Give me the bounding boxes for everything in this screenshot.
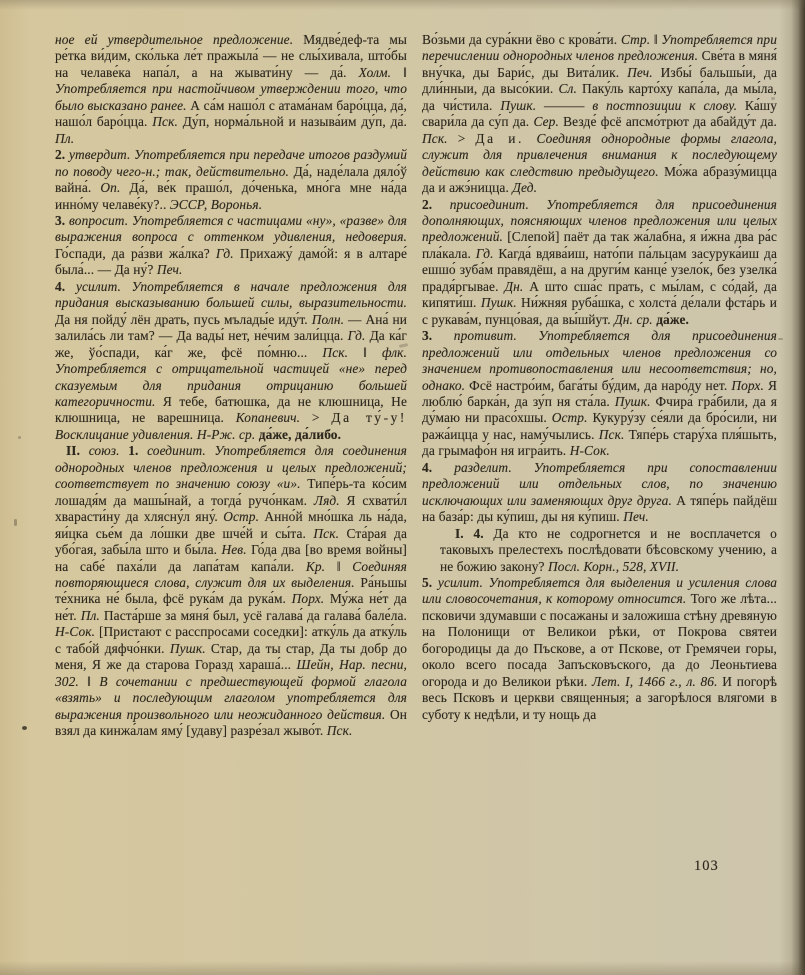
text-run: Шейн, Нар. песни, 302. <box>55 657 407 689</box>
text-run: Пск. <box>322 344 364 360</box>
text-run: Пушк. <box>500 97 545 113</box>
entry-paragraph <box>55 279 407 444</box>
text-run: Мо́жа абразу́мицца да и ажэ́ницца. <box>422 163 777 196</box>
text-run: Пушк. <box>480 295 522 311</box>
text-run: Печ. <box>627 64 661 80</box>
text-run: Ста́рая да убо́гая, забы́ла што и бы́ла. <box>55 525 408 558</box>
text-run: да́же, да́либо. <box>258 426 342 442</box>
entry-paragraph <box>422 526 777 575</box>
text-run: Дн. <box>504 278 530 294</box>
text-run: Фсё настро́им, бага́ты бу́дим, да наро́ду нет. <box>469 377 732 393</box>
text-run: Пск. <box>313 525 347 541</box>
scan-speck <box>778 338 783 340</box>
text-run: Ляд. <box>313 492 347 508</box>
text-run: Употребляется при настойчивом утверждении того, что было высказано ранее. <box>55 81 407 113</box>
text-run: А што сша́с прать, с мы́лам, с со́дай, да кипяти́ш. <box>422 278 777 311</box>
text-run: Му́жа не́т да не́т. <box>55 591 407 623</box>
text-run: в постпозиции к слову. <box>592 97 745 113</box>
text-run: Го́да два [во время войны] на сабе́ паха́ли да лапа́там капа́ли. <box>55 542 407 574</box>
text-run: 3. <box>422 328 454 344</box>
text-run: Паку́ль карто́ху капа́ла, да мы́ла, да чи́стила. <box>422 81 777 113</box>
scan-speck <box>22 726 27 730</box>
text-run: Да и. <box>475 130 537 146</box>
text-run: Восклицание удивления. Н-Рж. ср. <box>55 426 259 442</box>
text-run: Во́зьми да сура́кни ёво с крова́ти. <box>422 32 621 47</box>
text-run: > <box>457 130 476 146</box>
text-run: ЭССР, Воронья. <box>169 196 263 212</box>
text-run: Печ. <box>156 262 183 278</box>
text-run: Сл. <box>558 81 582 97</box>
text-run: Дед. <box>512 180 538 196</box>
text-run: Того же лѣта... псковичи здумавши с посажаны и заложиша стѣну древяную на Полонищи от Великои рѣки, от Покрова святеи богородицы да до Пъскове, а от Пскове, от Гремячеи горы, около всего посада Запъсковъского, да до Леоньтиева огорода и до Великои рѣки. <box>422 591 778 689</box>
text-run: — Ана́ ни залила́сь ли там? — Да вады́ нет, не́чим зали́цца. <box>55 311 407 344</box>
text-run: Я схвати́л хварасти́ну да хлясну́л яну́. <box>55 492 407 525</box>
text-run: Кр. <box>305 558 337 574</box>
text-run: флк. Употребляется с отрицательной частицей «не» перед сказуемым для придания отрицанию большей категоричности. <box>55 344 407 409</box>
text-run: Полн. <box>311 311 348 327</box>
text-run: Кагда́ вдява́иш, нато́пи па́льцам засурука́иш да ешшо́ зуба́м правядёш, а на други́м канце́ узело́к, без узелка́ прадя́ргывае. <box>422 245 777 294</box>
text-run: Да́, ве́к прашо́л, до́ченька, мно́га мне на́да инно́му челаве́ку?.. <box>55 180 408 212</box>
text-run: [Слепой] паёт да так жа́лабна, я и́жна два ра́с пла́кала. <box>422 229 777 261</box>
text-run: Оп. <box>100 180 130 196</box>
text-run: ное ей утвердительное предложение. <box>55 32 304 47</box>
text-run: Гд. <box>475 245 499 261</box>
text-run: союз. <box>88 443 129 459</box>
text-run: Печ. <box>623 509 649 525</box>
text-run: Я тебе, батюшка, да не клюшница, Не клюшница, не варешница. <box>55 393 407 426</box>
text-run: Стр. <box>620 32 654 47</box>
entry-paragraph <box>55 32 407 147</box>
text-run: 1. <box>128 443 148 459</box>
entry-paragraph <box>55 213 407 279</box>
text-run: присоединит. Употребляется для присоединения дополняющих, поясняющих членов предложения или целых предложений. <box>422 196 777 245</box>
text-run: Прихажу́ дамо́й: я в алтаре́ была́... — Да ну́? <box>55 245 407 278</box>
text-run: Соединяя однородные формы глагола, служит для привлечения внимания к последующему действию как следствию предыдущего. <box>422 130 777 179</box>
page-edge-shadow <box>791 0 805 975</box>
text-run: 4. <box>422 459 455 475</box>
text-run: Пушк. <box>169 640 211 656</box>
text-run: Пск. <box>152 114 183 130</box>
text-run: Стар, да ты стар, Да ты добр до меня, Я же да старова Горазд хараша́... <box>55 640 408 673</box>
text-run: Пушк. <box>614 393 656 409</box>
text-run: Пск. <box>326 723 353 739</box>
text-run: вопросит. Употребляется с частицами «ну», «разве» для выражения вопроса с оттенком удивления, недоверия. <box>55 212 408 245</box>
text-run: Да кто не содрогнется и не восплачется о таковыхъ прелестехъ послѣдовати бѣсовскому учению, а не божию закону? <box>440 525 777 574</box>
text-run: Анно́й мно́шка ль на́да, яи́цка сье́м да ло́шки две шче́й и сы́та. <box>55 509 407 541</box>
text-run: Паста́рше за мяня́ был, усё галава́ да галава́ бале́ла. <box>103 607 407 623</box>
text-run: И погорѣ весь Псковъ и церкви священныя; а загорѣлося влягоми в суботу к недѣли, и ту нощь да <box>422 673 777 722</box>
text-run: Типе́рь-та ко́сим лошадя́м да машы́най, а тогда́ ручо́нкам. <box>55 476 407 508</box>
scan-speck <box>771 97 775 100</box>
text-run: да́же. <box>656 311 689 327</box>
text-run: II. <box>66 443 89 459</box>
text-run: Порх. <box>731 377 768 393</box>
text-run: Н-Сок. <box>55 624 99 640</box>
text-run: Лет. I, 1466 г., л. 86. <box>592 673 723 689</box>
text-run: Дн. ср. <box>614 311 657 327</box>
text-run: Пл. <box>55 130 75 146</box>
text-run: Тяпе́рь стару́ха пля́шыть, да грымафо́н ня игра́ить. <box>422 426 777 459</box>
scan-speck <box>14 519 17 526</box>
left-column <box>55 32 407 739</box>
text-run: Ни́жняя руба́шка, с холста́ де́лали фста́рь и с рукава́м, пунцо́вая, да вы́шйут. <box>422 295 778 327</box>
text-run: Пл. <box>80 607 104 623</box>
text-run: ‖ <box>403 64 407 80</box>
text-run: ——— <box>544 97 593 113</box>
text-run: Го́спади, да ра́зви жа́лка? <box>55 245 216 261</box>
text-run: Ду́п, норма́льной и называ́им ду́п, да́. <box>182 114 407 130</box>
text-run: ‖ <box>363 344 382 360</box>
entry-paragraph <box>422 197 777 329</box>
text-run: Избы́ бальшы́и, да дли́нныи, да высо́кии. <box>422 64 777 97</box>
text-run: Да ту́-у! <box>331 410 407 426</box>
entry-paragraph <box>422 328 777 460</box>
text-run: Остр. <box>551 410 593 426</box>
text-run: разделит. Употребляется при сопоставлении предложений или отдельных слов, по значению исключающих или заменяющих друг друга. <box>422 459 777 508</box>
text-run: ‖ <box>336 558 353 574</box>
text-run: противит. Употребляется для присоединения предложений или отдельных членов предложения со значением противопоставления или несоответствия; но, однако. <box>422 328 777 393</box>
text-run: Да ка́г же, ўо́спади, ка́г же, фсё по́мню... <box>55 328 407 360</box>
text-run: соединит. Употребляется для соединения однородных членов предложения и целых предложений; соответствует по значению союзу «и». <box>55 443 407 492</box>
text-run: Пск. <box>598 426 629 442</box>
text-run: [Пристают с расспросами соседки]: атку́ль да атку́ль с табо́й дяфчо́нки. <box>55 624 407 656</box>
text-run: Ра́ньшы те́хника не́ была, фсё рука́м да рука́м. <box>55 574 407 607</box>
text-run: Сер. <box>533 114 564 130</box>
text-run: 4. <box>55 278 76 294</box>
text-run: Нев. <box>221 542 252 558</box>
text-run: А са́м нашо́л с атама́нам баро́цца, да́, нашо́л баро́цца. <box>55 97 407 130</box>
text-run: усилит. Употребляется для выделения и усиления слова или словосочетания, к которому относится. <box>422 574 777 607</box>
text-block <box>55 32 777 739</box>
entry-paragraph <box>422 32 777 197</box>
text-run: усилит. Употребляется в начале предложения для придания высказыванию большей силы, выразительности. <box>55 278 407 311</box>
scan-speck <box>18 436 21 439</box>
text-run: 5. <box>422 574 438 590</box>
text-run: > <box>311 410 332 426</box>
text-run: Н-Сок. <box>569 443 610 459</box>
text-run: утвердит. Употребляется при передаче итогов раздумий по поводу чего-н.; так, действительно. <box>55 147 407 179</box>
text-run: Ка́шу свари́ла да су́п да. <box>422 97 778 130</box>
entry-paragraph <box>422 575 777 723</box>
entry-paragraph <box>422 460 777 526</box>
entry-paragraph <box>55 147 407 213</box>
text-run: Остр. <box>223 509 265 525</box>
text-run: Употребляется при перечислении однородных членов предложения. <box>422 32 777 64</box>
text-run: Гд. <box>215 245 240 261</box>
text-run: Гд. <box>347 328 370 344</box>
text-run: 2. <box>422 196 450 212</box>
text-run: Кукуру́зу се́яли да бро́сили, ни ража́ицца у нас, наму́чылись. <box>422 410 778 442</box>
text-run: Посл. Корн., 528, XVII. <box>548 558 680 574</box>
text-run: I. 4. <box>455 525 494 541</box>
text-run: В сочетании с предшествующей формой глагола «взять» и последующим глаголом употребляется для выражения произвольного или неожиданного действия. <box>55 673 407 722</box>
text-run: Копаневич. <box>235 410 312 426</box>
text-run: Да́, наде́лала дяло́ў вайна́. <box>55 163 408 196</box>
text-run: Мядве́деф-та мы ре́тка ви́дим, ско́лька ле́т пражыла́ — не слы́хивала, што́бы на челаве́ка напа́л, а на жывати́ну — да́. <box>55 32 408 80</box>
page-number: 103 <box>694 858 719 874</box>
text-run: Фчира́ гра́били, да я ду́маю ни прасо́хшы. <box>422 393 777 426</box>
text-run: ‖ <box>653 32 662 47</box>
text-run: Холм. <box>358 64 404 80</box>
text-run: А тяпе́рь пайдёш на база́р: ды ку́пиш, ды ня ку́пиш. <box>422 492 777 525</box>
text-run: Порх. <box>291 591 330 607</box>
right-column <box>422 32 777 739</box>
text-run: 3. <box>55 212 70 228</box>
text-run: 2. <box>55 147 69 163</box>
text-run: ‖ <box>87 673 100 689</box>
text-run: Он взял да кинжа́лам яму́ [удаву] разре́зал жыво́т. <box>55 706 407 739</box>
text-run: Я люблю́ барка́н, да зу́п ня ста́ла. <box>422 377 777 409</box>
text-run: Све́та в мяня́ вну́чка, ды Бари́с, ды Вита́лик. <box>422 48 777 80</box>
entry-paragraph <box>55 443 407 739</box>
text-run: Соединяя повторяющиеся слова, служит для их выделения. <box>55 558 407 590</box>
text-run: Пск. <box>422 130 458 146</box>
text-run: Везде́ фсё апсмо́трют да абайду́т да. <box>563 114 777 130</box>
text-run: Да ня пойду́ лён драть, пусь мълады́е иду́т. <box>55 311 312 327</box>
